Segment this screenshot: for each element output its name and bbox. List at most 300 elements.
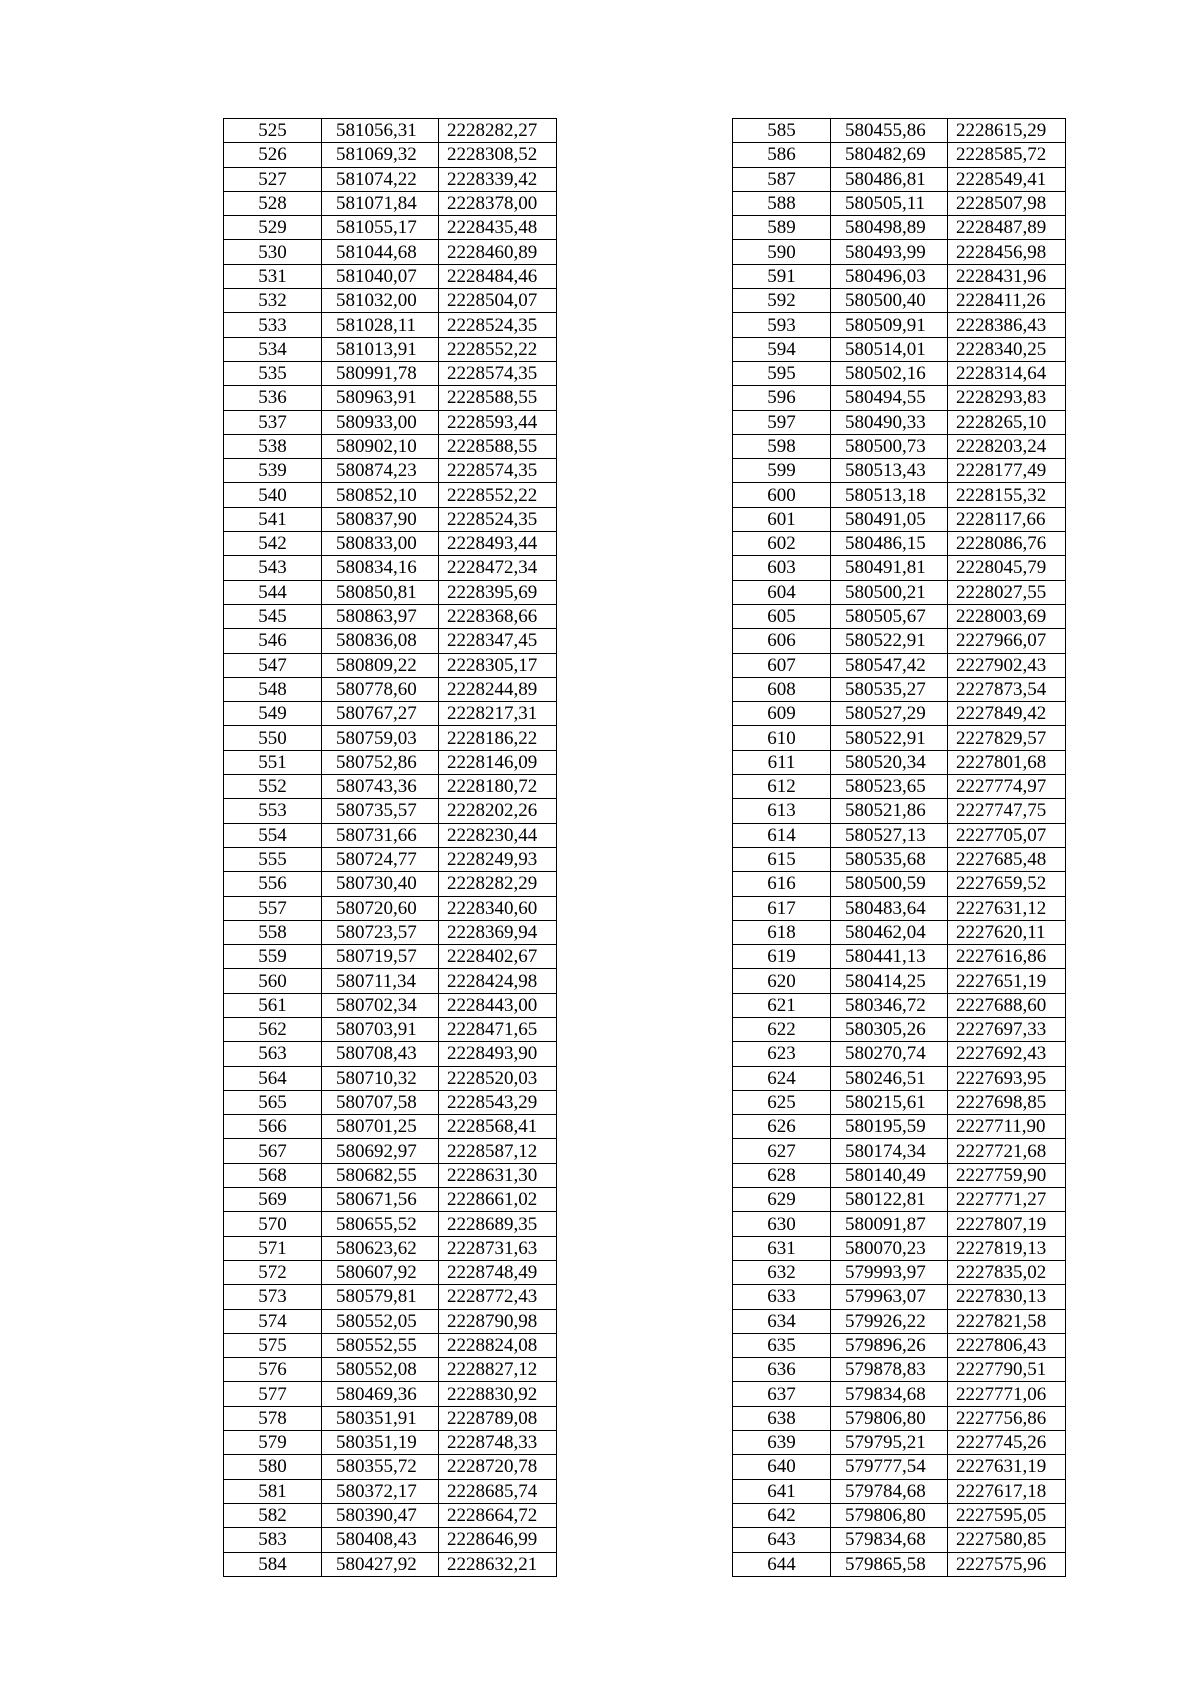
x-coordinate-cell: 580513,18	[831, 483, 948, 507]
point-number-cell: 556	[224, 872, 322, 896]
x-coordinate-cell: 580520,34	[831, 750, 948, 774]
y-coordinate-cell: 2228552,22	[439, 337, 557, 361]
coordinate-table-body	[733, 119, 1066, 1577]
point-number-cell: 626	[733, 1115, 831, 1139]
point-number-cell: 592	[733, 289, 831, 313]
table-row	[224, 1333, 557, 1357]
table-row	[733, 945, 1066, 969]
table-row	[733, 1358, 1066, 1382]
point-number-cell: 543	[224, 556, 322, 580]
y-coordinate-cell: 2227711,90	[948, 1115, 1066, 1139]
y-coordinate-cell: 2227692,43	[948, 1042, 1066, 1066]
y-coordinate-cell: 2228244,89	[439, 677, 557, 701]
point-number-cell: 571	[224, 1236, 322, 1260]
point-number-cell: 597	[733, 410, 831, 434]
y-coordinate-cell: 2228824,08	[439, 1333, 557, 1357]
table-row	[224, 167, 557, 191]
x-coordinate-cell: 581071,84	[322, 191, 439, 215]
table-row	[224, 386, 557, 410]
point-number-cell: 566	[224, 1115, 322, 1139]
x-coordinate-cell: 580469,36	[322, 1382, 439, 1406]
point-number-cell: 613	[733, 799, 831, 823]
point-number-cell: 593	[733, 313, 831, 337]
y-coordinate-cell: 2228386,43	[948, 313, 1066, 337]
y-coordinate-cell: 2227620,11	[948, 920, 1066, 944]
y-coordinate-cell: 2228789,08	[439, 1406, 557, 1430]
x-coordinate-cell: 580351,19	[322, 1431, 439, 1455]
x-coordinate-cell: 580491,81	[831, 556, 948, 580]
y-coordinate-cell: 2227705,07	[948, 823, 1066, 847]
point-number-cell: 532	[224, 289, 322, 313]
y-coordinate-cell: 2228431,96	[948, 264, 1066, 288]
x-coordinate-cell: 580372,17	[322, 1479, 439, 1503]
table-row	[224, 750, 557, 774]
point-number-cell: 634	[733, 1309, 831, 1333]
point-number-cell: 588	[733, 191, 831, 215]
table-row	[224, 289, 557, 313]
point-number-cell: 612	[733, 775, 831, 799]
y-coordinate-cell: 2227821,58	[948, 1309, 1066, 1333]
y-coordinate-cell: 2227697,33	[948, 1017, 1066, 1041]
point-number-cell: 643	[733, 1528, 831, 1552]
x-coordinate-cell: 580527,29	[831, 702, 948, 726]
y-coordinate-cell: 2228339,42	[439, 167, 557, 191]
x-coordinate-cell: 581032,00	[322, 289, 439, 313]
y-coordinate-cell: 2228305,17	[439, 653, 557, 677]
table-row	[224, 556, 557, 580]
x-coordinate-cell: 580355,72	[322, 1455, 439, 1479]
x-coordinate-cell: 580523,65	[831, 775, 948, 799]
x-coordinate-cell: 580682,55	[322, 1163, 439, 1187]
x-coordinate-cell: 580494,55	[831, 386, 948, 410]
table-row	[733, 847, 1066, 871]
x-coordinate-cell: 580707,58	[322, 1090, 439, 1114]
x-coordinate-cell: 579795,21	[831, 1431, 948, 1455]
table-row	[224, 920, 557, 944]
x-coordinate-cell: 580834,16	[322, 556, 439, 580]
x-coordinate-cell: 580607,92	[322, 1260, 439, 1284]
y-coordinate-cell: 2228830,92	[439, 1382, 557, 1406]
x-coordinate-cell: 580493,99	[831, 240, 948, 264]
point-number-cell: 572	[224, 1260, 322, 1284]
table-row	[224, 1212, 557, 1236]
x-coordinate-cell: 580724,77	[322, 847, 439, 871]
x-coordinate-cell: 580351,91	[322, 1406, 439, 1430]
x-coordinate-cell: 580122,81	[831, 1188, 948, 1212]
x-coordinate-cell: 580490,33	[831, 410, 948, 434]
point-number-cell: 578	[224, 1406, 322, 1430]
x-coordinate-cell: 581028,11	[322, 313, 439, 337]
point-number-cell: 628	[733, 1163, 831, 1187]
point-number-cell: 587	[733, 167, 831, 191]
x-coordinate-cell: 579806,80	[831, 1406, 948, 1430]
point-number-cell: 574	[224, 1309, 322, 1333]
table-row	[733, 1115, 1066, 1139]
point-number-cell: 617	[733, 896, 831, 920]
table-row	[224, 604, 557, 628]
table-row	[224, 191, 557, 215]
y-coordinate-cell: 2228471,65	[439, 1017, 557, 1041]
x-coordinate-cell: 580863,97	[322, 604, 439, 628]
point-number-cell: 526	[224, 143, 322, 167]
y-coordinate-cell: 2227774,97	[948, 775, 1066, 799]
point-number-cell: 558	[224, 920, 322, 944]
x-coordinate-cell: 580527,13	[831, 823, 948, 847]
x-coordinate-cell: 580215,61	[831, 1090, 948, 1114]
point-number-cell: 604	[733, 580, 831, 604]
table-row	[733, 191, 1066, 215]
table-row	[224, 1431, 557, 1455]
x-coordinate-cell: 579963,07	[831, 1285, 948, 1309]
point-number-cell: 631	[733, 1236, 831, 1260]
table-row	[224, 1528, 557, 1552]
x-coordinate-cell: 580305,26	[831, 1017, 948, 1041]
x-coordinate-cell: 580701,25	[322, 1115, 439, 1139]
y-coordinate-cell: 2227659,52	[948, 872, 1066, 896]
point-number-cell: 615	[733, 847, 831, 871]
point-number-cell: 580	[224, 1455, 322, 1479]
y-coordinate-cell: 2227721,68	[948, 1139, 1066, 1163]
point-number-cell: 534	[224, 337, 322, 361]
point-number-cell: 629	[733, 1188, 831, 1212]
table-row	[224, 507, 557, 531]
x-coordinate-cell: 580692,97	[322, 1139, 439, 1163]
point-number-cell: 601	[733, 507, 831, 531]
table-row	[733, 823, 1066, 847]
point-number-cell: 531	[224, 264, 322, 288]
y-coordinate-cell: 2228395,69	[439, 580, 557, 604]
table-row	[224, 1382, 557, 1406]
x-coordinate-cell: 580521,86	[831, 799, 948, 823]
y-coordinate-cell: 2228574,35	[439, 361, 557, 385]
y-coordinate-cell: 2228117,66	[948, 507, 1066, 531]
table-row	[224, 483, 557, 507]
coordinate-table-left	[223, 118, 557, 1577]
y-coordinate-cell: 2227829,57	[948, 726, 1066, 750]
y-coordinate-cell: 2228003,69	[948, 604, 1066, 628]
x-coordinate-cell: 580140,49	[831, 1163, 948, 1187]
x-coordinate-cell: 581044,68	[322, 240, 439, 264]
point-number-cell: 622	[733, 1017, 831, 1041]
x-coordinate-cell: 581040,07	[322, 264, 439, 288]
point-number-cell: 602	[733, 532, 831, 556]
y-coordinate-cell: 2228588,55	[439, 386, 557, 410]
point-number-cell: 544	[224, 580, 322, 604]
y-coordinate-cell: 2228203,24	[948, 434, 1066, 458]
table-row	[224, 1503, 557, 1527]
table-row	[224, 1115, 557, 1139]
table-row	[733, 434, 1066, 458]
x-coordinate-cell: 580498,89	[831, 216, 948, 240]
point-number-cell: 644	[733, 1552, 831, 1576]
x-coordinate-cell: 580711,34	[322, 969, 439, 993]
y-coordinate-cell: 2228340,60	[439, 896, 557, 920]
table-row	[733, 167, 1066, 191]
x-coordinate-cell: 580390,47	[322, 1503, 439, 1527]
table-row	[733, 143, 1066, 167]
x-coordinate-cell: 580852,10	[322, 483, 439, 507]
x-coordinate-cell: 580671,56	[322, 1188, 439, 1212]
table-row	[733, 993, 1066, 1017]
x-coordinate-cell: 580522,91	[831, 726, 948, 750]
point-number-cell: 539	[224, 459, 322, 483]
y-coordinate-cell: 2227830,13	[948, 1285, 1066, 1309]
y-coordinate-cell: 2228748,49	[439, 1260, 557, 1284]
x-coordinate-cell: 580767,27	[322, 702, 439, 726]
point-number-cell: 585	[733, 119, 831, 143]
y-coordinate-cell: 2227806,43	[948, 1333, 1066, 1357]
y-coordinate-cell: 2227617,18	[948, 1479, 1066, 1503]
x-coordinate-cell: 580414,25	[831, 969, 948, 993]
table-row	[733, 726, 1066, 750]
y-coordinate-cell: 2227745,26	[948, 1431, 1066, 1455]
table-row	[224, 1309, 557, 1333]
y-coordinate-cell: 2228314,64	[948, 361, 1066, 385]
y-coordinate-cell: 2228574,35	[439, 459, 557, 483]
table-row	[733, 1066, 1066, 1090]
x-coordinate-cell: 580535,27	[831, 677, 948, 701]
x-coordinate-cell: 580743,36	[322, 775, 439, 799]
x-coordinate-cell: 580730,40	[322, 872, 439, 896]
point-number-cell: 589	[733, 216, 831, 240]
point-number-cell: 576	[224, 1358, 322, 1382]
y-coordinate-cell: 2227819,13	[948, 1236, 1066, 1260]
y-coordinate-cell: 2228045,79	[948, 556, 1066, 580]
x-coordinate-cell: 580723,57	[322, 920, 439, 944]
point-number-cell: 620	[733, 969, 831, 993]
point-number-cell: 535	[224, 361, 322, 385]
x-coordinate-cell: 580513,43	[831, 459, 948, 483]
y-coordinate-cell: 2228504,07	[439, 289, 557, 313]
point-number-cell: 600	[733, 483, 831, 507]
point-number-cell: 582	[224, 1503, 322, 1527]
x-coordinate-cell: 580070,23	[831, 1236, 948, 1260]
x-coordinate-cell: 580505,67	[831, 604, 948, 628]
table-row	[224, 410, 557, 434]
y-coordinate-cell: 2228827,12	[439, 1358, 557, 1382]
y-coordinate-cell: 2227698,85	[948, 1090, 1066, 1114]
y-coordinate-cell: 2228282,29	[439, 872, 557, 896]
point-number-cell: 559	[224, 945, 322, 969]
table-row	[224, 775, 557, 799]
y-coordinate-cell: 2228493,44	[439, 532, 557, 556]
x-coordinate-cell: 580509,91	[831, 313, 948, 337]
point-number-cell: 586	[733, 143, 831, 167]
point-number-cell: 557	[224, 896, 322, 920]
y-coordinate-cell: 2228369,94	[439, 920, 557, 944]
table-row	[224, 1552, 557, 1576]
x-coordinate-cell: 580623,62	[322, 1236, 439, 1260]
x-coordinate-cell: 580514,01	[831, 337, 948, 361]
x-coordinate-cell: 580486,15	[831, 532, 948, 556]
x-coordinate-cell: 580552,08	[322, 1358, 439, 1382]
y-coordinate-cell: 2228720,78	[439, 1455, 557, 1479]
x-coordinate-cell: 580270,74	[831, 1042, 948, 1066]
y-coordinate-cell: 2228411,26	[948, 289, 1066, 313]
x-coordinate-cell: 580933,00	[322, 410, 439, 434]
point-number-cell: 549	[224, 702, 322, 726]
y-coordinate-cell: 2228661,02	[439, 1188, 557, 1212]
table-row	[733, 1455, 1066, 1479]
table-row	[733, 483, 1066, 507]
point-number-cell: 537	[224, 410, 322, 434]
point-number-cell: 546	[224, 629, 322, 653]
y-coordinate-cell: 2228217,31	[439, 702, 557, 726]
point-number-cell: 614	[733, 823, 831, 847]
y-coordinate-cell: 2228524,35	[439, 507, 557, 531]
point-number-cell: 596	[733, 386, 831, 410]
x-coordinate-cell: 580703,91	[322, 1017, 439, 1041]
y-coordinate-cell: 2227595,05	[948, 1503, 1066, 1527]
y-coordinate-cell: 2228186,22	[439, 726, 557, 750]
table-row	[224, 337, 557, 361]
table-row	[224, 434, 557, 458]
table-row	[224, 1017, 557, 1041]
x-coordinate-cell: 579777,54	[831, 1455, 948, 1479]
table-row	[224, 629, 557, 653]
table-row	[733, 459, 1066, 483]
x-coordinate-cell: 579926,22	[831, 1309, 948, 1333]
table-row	[224, 847, 557, 871]
y-coordinate-cell: 2227835,02	[948, 1260, 1066, 1284]
point-number-cell: 564	[224, 1066, 322, 1090]
x-coordinate-cell: 580462,04	[831, 920, 948, 944]
y-coordinate-cell: 2228027,55	[948, 580, 1066, 604]
y-coordinate-cell: 2228664,72	[439, 1503, 557, 1527]
table-row	[733, 361, 1066, 385]
y-coordinate-cell: 2227631,12	[948, 896, 1066, 920]
y-coordinate-cell: 2228202,26	[439, 799, 557, 823]
point-number-cell: 610	[733, 726, 831, 750]
x-coordinate-cell: 580483,64	[831, 896, 948, 920]
table-row	[224, 823, 557, 847]
x-coordinate-cell: 580500,40	[831, 289, 948, 313]
x-coordinate-cell: 581055,17	[322, 216, 439, 240]
point-number-cell: 642	[733, 1503, 831, 1527]
table-row	[224, 313, 557, 337]
x-coordinate-cell: 580778,60	[322, 677, 439, 701]
x-coordinate-cell: 580500,59	[831, 872, 948, 896]
y-coordinate-cell: 2228615,29	[948, 119, 1066, 143]
table-row	[224, 726, 557, 750]
table-row	[733, 872, 1066, 896]
table-row	[224, 1188, 557, 1212]
table-row	[733, 1382, 1066, 1406]
table-row	[733, 775, 1066, 799]
table-row	[224, 119, 557, 143]
point-number-cell: 570	[224, 1212, 322, 1236]
y-coordinate-cell: 2227685,48	[948, 847, 1066, 871]
y-coordinate-cell: 2228549,41	[948, 167, 1066, 191]
point-number-cell: 527	[224, 167, 322, 191]
x-coordinate-cell: 580174,34	[831, 1139, 948, 1163]
point-number-cell: 595	[733, 361, 831, 385]
point-number-cell: 548	[224, 677, 322, 701]
x-coordinate-cell: 580500,21	[831, 580, 948, 604]
table-row	[733, 1163, 1066, 1187]
x-coordinate-cell: 580719,57	[322, 945, 439, 969]
point-number-cell: 545	[224, 604, 322, 628]
x-coordinate-cell: 580991,78	[322, 361, 439, 385]
y-coordinate-cell: 2228484,46	[439, 264, 557, 288]
point-number-cell: 577	[224, 1382, 322, 1406]
point-number-cell: 579	[224, 1431, 322, 1455]
y-coordinate-cell: 2227801,68	[948, 750, 1066, 774]
point-number-cell: 563	[224, 1042, 322, 1066]
y-coordinate-cell: 2228588,55	[439, 434, 557, 458]
table-row	[733, 1552, 1066, 1576]
y-coordinate-cell: 2227756,86	[948, 1406, 1066, 1430]
point-number-cell: 567	[224, 1139, 322, 1163]
table-row	[733, 1260, 1066, 1284]
x-coordinate-cell: 580809,22	[322, 653, 439, 677]
table-row	[733, 677, 1066, 701]
point-number-cell: 536	[224, 386, 322, 410]
table-row	[733, 119, 1066, 143]
y-coordinate-cell: 2227790,51	[948, 1358, 1066, 1382]
y-coordinate-cell: 2228230,44	[439, 823, 557, 847]
table-row	[733, 1017, 1066, 1041]
y-coordinate-cell: 2228155,32	[948, 483, 1066, 507]
y-coordinate-cell: 2228368,66	[439, 604, 557, 628]
x-coordinate-cell: 580902,10	[322, 434, 439, 458]
y-coordinate-cell: 2228146,09	[439, 750, 557, 774]
point-number-cell: 584	[224, 1552, 322, 1576]
table-row	[733, 1333, 1066, 1357]
table-row	[224, 532, 557, 556]
table-row	[224, 1406, 557, 1430]
x-coordinate-cell: 580836,08	[322, 629, 439, 653]
table-row	[733, 264, 1066, 288]
x-coordinate-cell: 580850,81	[322, 580, 439, 604]
y-coordinate-cell: 2227966,07	[948, 629, 1066, 653]
point-number-cell: 636	[733, 1358, 831, 1382]
y-coordinate-cell: 2228689,35	[439, 1212, 557, 1236]
table-row	[224, 1285, 557, 1309]
table-row	[733, 289, 1066, 313]
table-row	[733, 604, 1066, 628]
y-coordinate-cell: 2228435,48	[439, 216, 557, 240]
y-coordinate-cell: 2228543,29	[439, 1090, 557, 1114]
point-number-cell: 608	[733, 677, 831, 701]
y-coordinate-cell: 2227759,90	[948, 1163, 1066, 1187]
y-coordinate-cell: 2227771,06	[948, 1382, 1066, 1406]
table-row	[733, 1090, 1066, 1114]
table-row	[224, 993, 557, 1017]
x-coordinate-cell: 581056,31	[322, 119, 439, 143]
point-number-cell: 621	[733, 993, 831, 1017]
y-coordinate-cell: 2228772,43	[439, 1285, 557, 1309]
x-coordinate-cell: 580505,11	[831, 191, 948, 215]
table-row	[733, 1212, 1066, 1236]
point-number-cell: 598	[733, 434, 831, 458]
y-coordinate-cell: 2227747,75	[948, 799, 1066, 823]
point-number-cell: 583	[224, 1528, 322, 1552]
point-number-cell: 533	[224, 313, 322, 337]
y-coordinate-cell: 2228520,03	[439, 1066, 557, 1090]
point-number-cell: 541	[224, 507, 322, 531]
table-row	[224, 1358, 557, 1382]
x-coordinate-cell: 580500,73	[831, 434, 948, 458]
y-coordinate-cell: 2228347,45	[439, 629, 557, 653]
table-row	[733, 313, 1066, 337]
point-number-cell: 562	[224, 1017, 322, 1041]
table-row	[733, 629, 1066, 653]
table-row	[733, 1528, 1066, 1552]
table-row	[733, 1479, 1066, 1503]
table-row	[733, 507, 1066, 531]
x-coordinate-cell: 579865,58	[831, 1552, 948, 1576]
